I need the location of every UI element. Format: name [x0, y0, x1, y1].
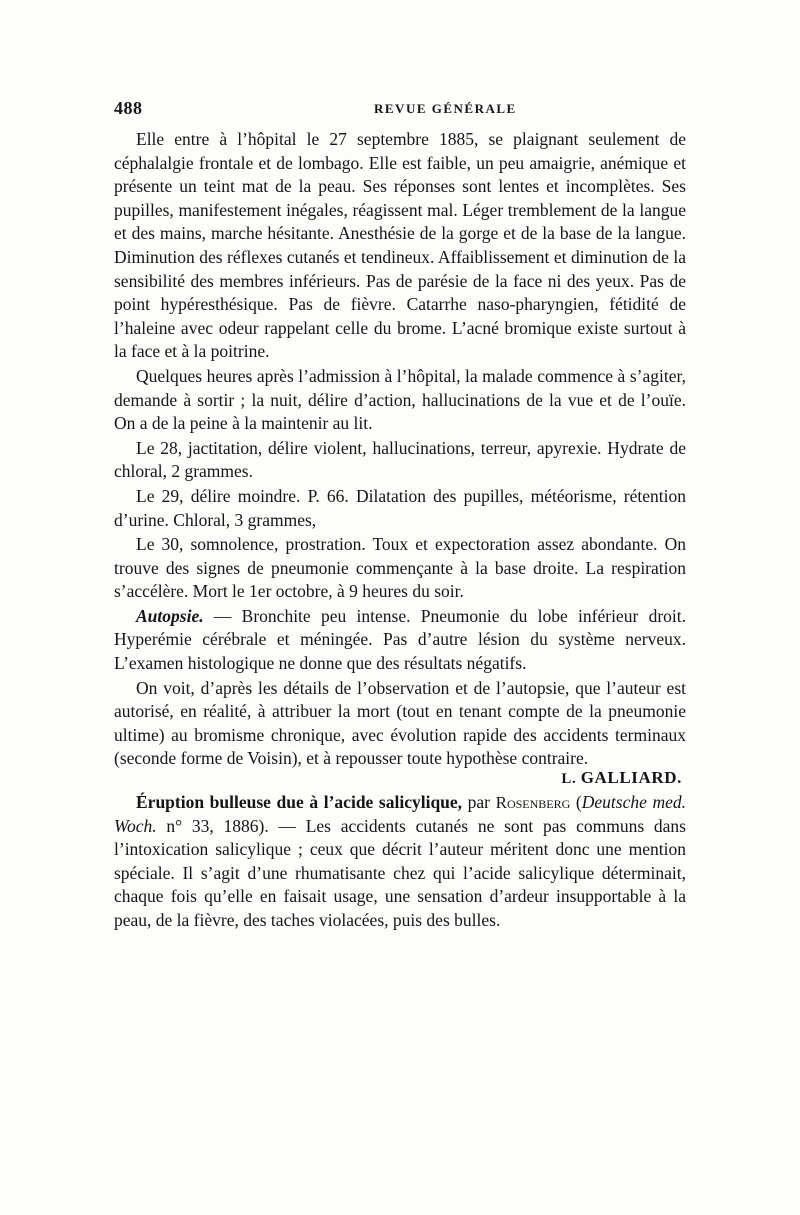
autopsy-lead: Autopsie. [136, 605, 204, 626]
page-header [114, 98, 686, 122]
entry-source-rest: n° 33, 1886). [156, 815, 269, 836]
signature-name: GALLIARD. [580, 768, 682, 788]
entry-by: par [462, 792, 496, 813]
paragraph-autopsy [114, 605, 686, 676]
paragraph-day-29: Le 29, délire moindre. P. 66. Dilatation des pupilles, météorisme, rétention d’urine. Chloral, 3 grammes, [114, 485, 686, 530]
paragraph-day-30: Le 30, somnolence, prostration. Toux et expectoration assez abondante. On trouve des signes de pneumonie commençante à la base droite. La respiration s’accélère. Mort le 1er octobre, à 9 heures du soir. [114, 534, 686, 602]
body-text [114, 128, 686, 933]
entry-text: — Les accidents cutanés ne sont pas communs dans l’intoxication salicylique ; ceux que décrit l’auteur méritent donc une mention spéciale. Il s’agit d’une rhumatisante chez qui l’acide salicylique déterminait, chaque fois qu’elle en faisait usage, une sensation d’ardeur insupportable à la peau, de la fièvre, des taches violacées, puis des bulles. [114, 815, 686, 930]
paragraph-conclusion: On voit, d’après les détails de l’observation et de l’autopsie, que l’auteur est autorisé, en réalité, à attribuer la mort (tout en tenant compte de la pneumonie ultime) au bromisme chronique, avec évolution rapide des accidents terminaux (seconde forme de Voisin), et à repousser toute hypothèse contraire. [114, 677, 686, 769]
entry-title: Éruption bulleuse due à l’acide salicylique, [136, 792, 463, 813]
paragraph-admission: Elle entre à l’hôpital le 27 septembre 1885, se plaignant seulement de céphalalgie frontale et de lombago. Elle est faible, un peu amaigrie, anémique et présente un teint mat de la peau. Ses réponses sont lentes et incomplètes. Ses pupilles, manifestement inégales, réagissent mal. Léger tremblement de la langue et des mains, marche hésitante. Anesthésie de la gorge et de la base de la langue. Diminution des réflexes cutanés et tendineux. Affaiblissement et diminution de la sensibilité des membres inférieurs. Pas de parésie de la face ni des yeux. Pas de point hypéresthésique. Pas de fièvre. Catarrhe naso-pharyngien, fétidité de l’haleine avec odeur rappelant celle du brome. L’acné bromique existe surtout à la face et à la poitrine. [114, 129, 686, 362]
entry-source: Deutsche med. Woch. [114, 792, 686, 836]
running-head: REVUE GÉNÉRALE [374, 101, 517, 116]
page-number: 488 [114, 98, 143, 118]
paragraph-agitation: Quelques heures après l’admission à l’hôpital, la malade commence à s’agiter, demande à sortir ; la nuit, délire d’action, hallucinations de la vue et de l’ouïe. On a de la peine à la maintenir au lit. [114, 365, 686, 434]
paragraph-entry [114, 791, 686, 933]
entry-author: Rosenberg [495, 793, 571, 813]
entry-source-open: ( [570, 792, 582, 813]
paragraph-day-28: Le 28, jactitation, délire violent, hallucinations, terreur, apyrexie. Hydrate de chloral, 2 grammes. [114, 437, 686, 482]
signature-initial: L. [561, 771, 577, 788]
autopsy-text: — Bronchite peu intense. Pneumonie du lobe inférieur droit. Hyperémie cérébrale et méningée. Pas d’autre lésion du système nerveux. L’examen histologique ne donne que des résultats négatifs. [114, 605, 686, 674]
